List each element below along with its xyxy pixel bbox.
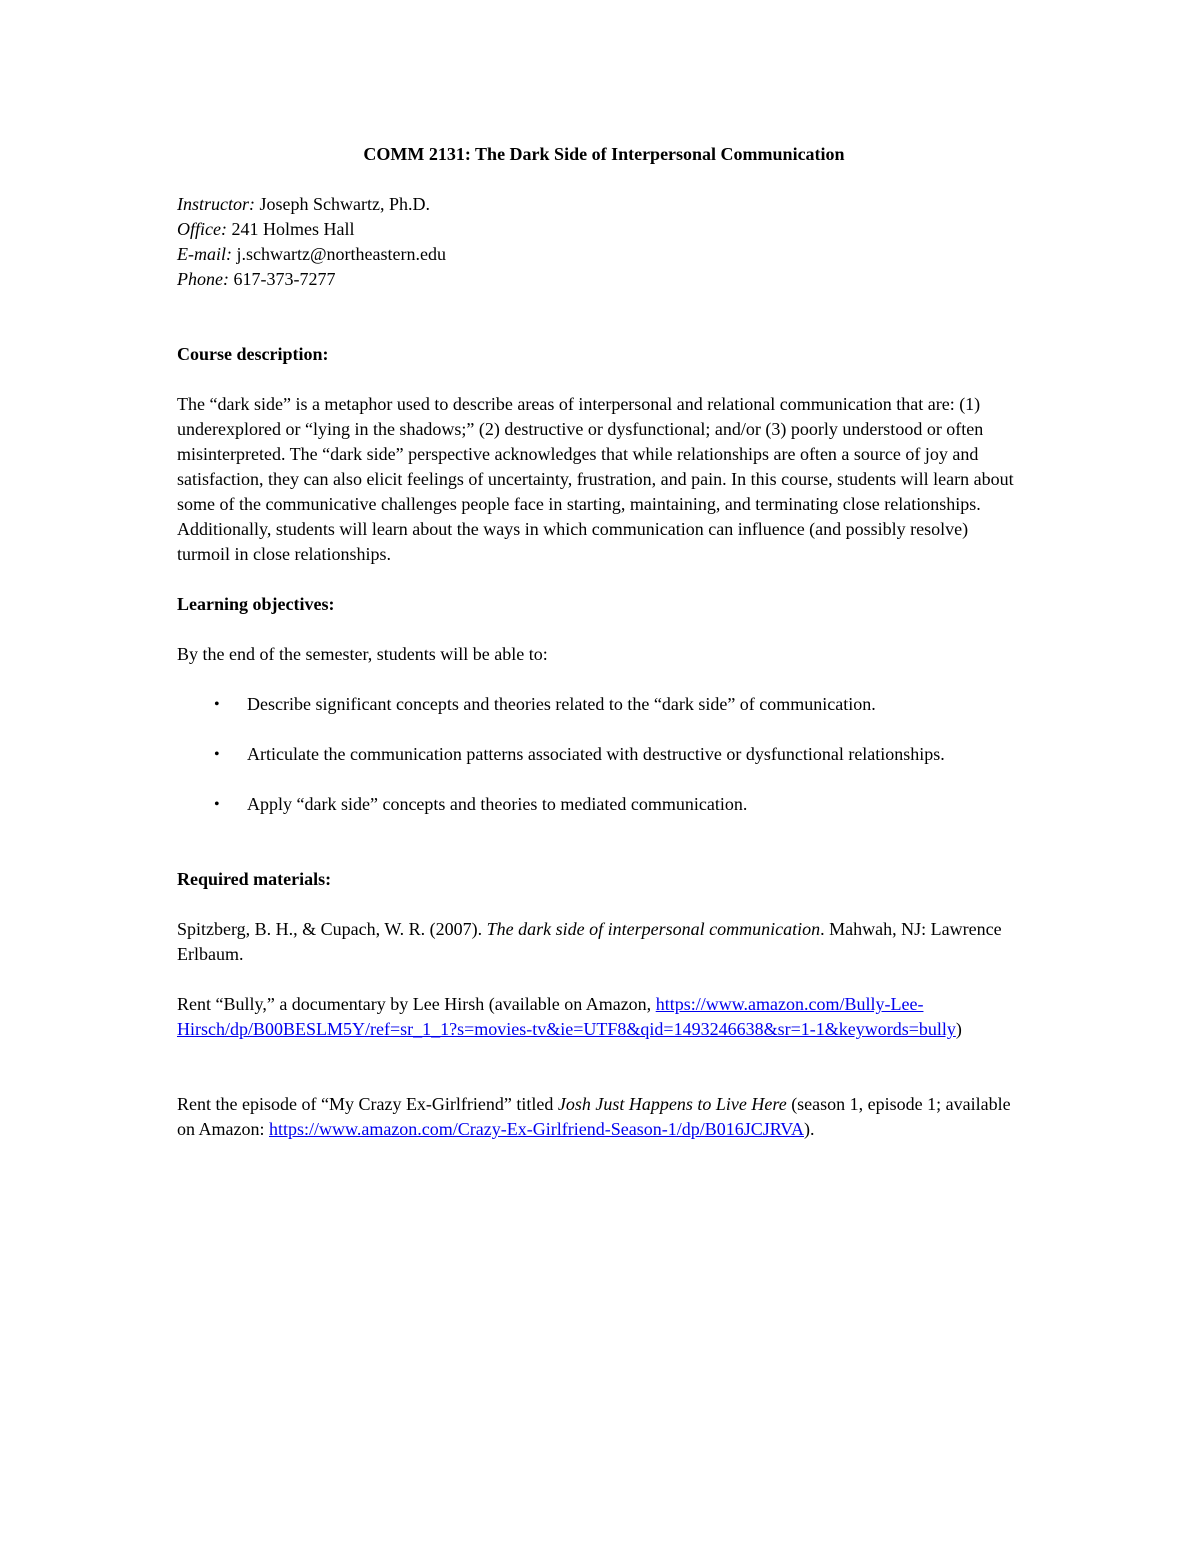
- book-citation: [177, 917, 1017, 967]
- phone-label: Phone:: [177, 269, 229, 289]
- contact-block: [177, 192, 1017, 292]
- objective-text: Articulate the communication patterns associated with destructive or dysfunctional relationships.: [247, 744, 945, 764]
- book-publisher: . Mahwah, NJ: Lawrence Erlbaum.: [177, 919, 1002, 964]
- objective-text: Apply “dark side” concepts and theories to mediated communication.: [247, 794, 748, 814]
- episode-amazon-link[interactable]: https://www.amazon.com/Crazy-Ex-Girlfriend-Season-1/dp/B016JCJRVA: [269, 1119, 804, 1139]
- episode-text-middle: (season 1, episode 1; available on Amazon:: [177, 1094, 1011, 1139]
- episode-text: Rent the episode of “My Crazy Ex-Girlfriend” titled: [177, 1094, 558, 1114]
- learning-objectives-list: [177, 692, 1017, 817]
- course-description-heading: Course description:: [177, 344, 329, 364]
- book-title: The dark side of interpersonal communication: [486, 919, 821, 939]
- required-materials-heading: Required materials:: [177, 869, 332, 889]
- bully-material: [177, 992, 1017, 1042]
- email-value[interactable]: j.schwartz@northeastern.edu: [231, 244, 446, 264]
- document-title: COMM 2131: The Dark Side of Interpersonal Communication: [363, 144, 845, 164]
- phone-line: [177, 267, 1017, 292]
- episode-material: [177, 1092, 1017, 1142]
- list-item: [177, 742, 1017, 767]
- bully-amazon-link[interactable]: https://www.amazon.com/Bully-Lee-Hirsch/dp/B00BESLM5Y/ref=sr_1_1?s=movies-tv&ie=UTF8&qid=1493246638&sr=1-1&keywords=bully: [177, 994, 956, 1039]
- bullet-icon: •: [214, 696, 220, 713]
- document-page: [177, 142, 1017, 1142]
- list-item: [177, 792, 1017, 817]
- email-label: E-mail:: [177, 244, 232, 264]
- list-item: [177, 692, 1017, 717]
- episode-text-end: ).: [803, 1119, 815, 1139]
- instructor-label: Instructor:: [177, 194, 255, 214]
- bully-text-end: ): [955, 1019, 962, 1039]
- course-description-body: The “dark side” is a metaphor used to describe areas of interpersonal and relational communication that are: (1) underexplored or “lying in the shadows;” (2) destructive or dysfunctional; and/or (3) poorly understood or often misinterpreted. The “dark side” perspective acknowledges that while relationships are often a source of joy and satisfaction, they can also elicit feelings of uncertainty, frustration, and pain. In this course, students will learn about some of the communicative challenges people face in starting, maintaining, and terminating close relationships. Additionally, students will learn about the ways in which communication can influence (and possibly resolve) turmoil in close relationships.: [177, 394, 1014, 564]
- objective-text: Describe significant concepts and theories related to the “dark side” of communication.: [247, 694, 876, 714]
- office-value: 241 Holmes Hall: [226, 219, 355, 239]
- bully-text: Rent “Bully,” a documentary by Lee Hirsh (available on Amazon,: [177, 994, 656, 1014]
- book-authors: Spitzberg, B. H., & Cupach, W. R. (2007).: [177, 919, 487, 939]
- instructor-line: [177, 192, 1017, 217]
- bullet-icon: •: [214, 796, 220, 813]
- episode-title: Josh Just Happens to Live Here: [557, 1094, 787, 1114]
- instructor-value: Joseph Schwartz, Ph.D.: [255, 194, 430, 214]
- email-line: [177, 242, 1017, 267]
- learning-objectives-heading: Learning objectives:: [177, 594, 335, 614]
- office-line: [177, 217, 1017, 242]
- learning-objectives-intro: By the end of the semester, students will be able to:: [177, 644, 548, 664]
- office-label: Office:: [177, 219, 227, 239]
- bullet-icon: •: [214, 746, 220, 763]
- phone-value: 617-373-7277: [228, 269, 336, 289]
